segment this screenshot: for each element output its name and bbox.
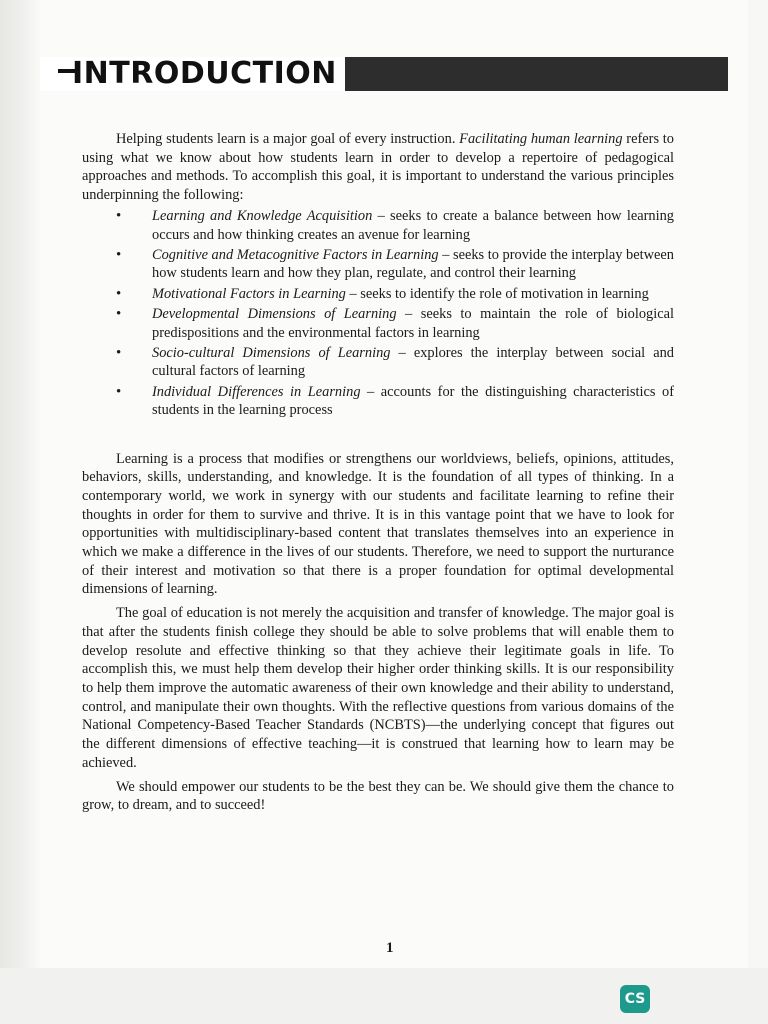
section-spacer [82, 422, 674, 450]
page-number: 1 [386, 940, 394, 956]
list-item-term: Learning and Knowledge Acquisition [152, 207, 373, 224]
intro-lead-text-2: refers to using what we know about how students learn in order to develop a repertoire of pedagogical approaches and methods. To accomplish this goal, it is important to understand the various principles underpinning the following: [82, 131, 674, 204]
list-item [152, 207, 674, 244]
list-item [152, 285, 674, 304]
intro-term: Facilitating human learning [459, 131, 623, 147]
page-title: INTRODUCTION [72, 56, 337, 91]
book-spine-shadow [0, 0, 40, 1024]
body-paragraph: We should empower our students to be the best they can be. We should give them the chance to grow, to dream, and to succeed! [82, 778, 674, 814]
camscanner-logo-icon: CS [620, 985, 650, 1013]
list-item [152, 305, 674, 342]
page-bottom-edge [0, 968, 768, 1024]
intro-paragraph [82, 130, 674, 205]
list-item-text: – seeks to maintain the role of biological predispositions and the environmental factors in learning [152, 305, 674, 341]
list-item-term: Cognitive and Metacognitive Factors in Learning [152, 246, 439, 263]
list-item-text: – explores the interplay between social and cultural factors of learning [152, 344, 674, 380]
list-item-text: – seeks to provide the interplay between how students learn and how they plan, regulate, and control their learning [152, 246, 674, 282]
list-item [152, 383, 674, 420]
principles-list [82, 207, 674, 420]
list-item [152, 344, 674, 381]
list-item-term: Socio-cultural Dimensions of Learning [152, 344, 391, 361]
list-item-text: – accounts for the distinguishing characteristics of students in the learning process [152, 383, 674, 419]
list-item-term: Motivational Factors in Learning [152, 285, 346, 302]
intro-lead-text: Helping students learn is a major goal of every instruction. [116, 131, 460, 147]
document-body [82, 130, 674, 815]
body-paragraph: Learning is a process that modifies or strengthens our worldviews, beliefs, opinions, attitudes, behaviors, skills, understanding, and knowledge. It is the foundation of all types of thinking. In a contemporary world, we work in synergy with our students and facilitate learning to refine their thoughts in order for them to survive and thrive. It is in this vantage point that we have to look for opportunities with multidisciplinary-based content that translates themselves into an experience in which we make a difference in the lives of our students. Therefore, we need to support the nurturance of their interest and motivation so that there is a proper foundation for optimal developmental dimensions of learning. [82, 450, 674, 598]
list-item [152, 246, 674, 283]
list-item-term: Individual Differences in Learning [152, 383, 361, 400]
list-item-term: Developmental Dimensions of Learning [152, 305, 397, 322]
body-paragraph: The goal of education is not merely the acquisition and transfer of knowledge. The major goal is that after the students finish college they should be able to solve problems that will enable them to develop resolute and effective thinking so that they achieve their legitimate goals in life. To accomplish this, we must help them develop their higher order thinking skills. It is our responsibility to help them improve the automatic awareness of their own knowledge and their ability to understand, control, and manipulate their own thoughts. With the reflective questions from various domains of the National Competency-Based Teacher Standards (NCBTS)—the underlying concept that figures out the different dimensions of effective teaching—it is construed that learning how to learn may be achieved. [82, 605, 674, 771]
list-item-text: – seeks to identify the role of motivation in learning [345, 285, 649, 302]
list-item-text: – seeks to create a balance between how learning occurs and how thinking creates an avenue for learning [152, 207, 674, 243]
